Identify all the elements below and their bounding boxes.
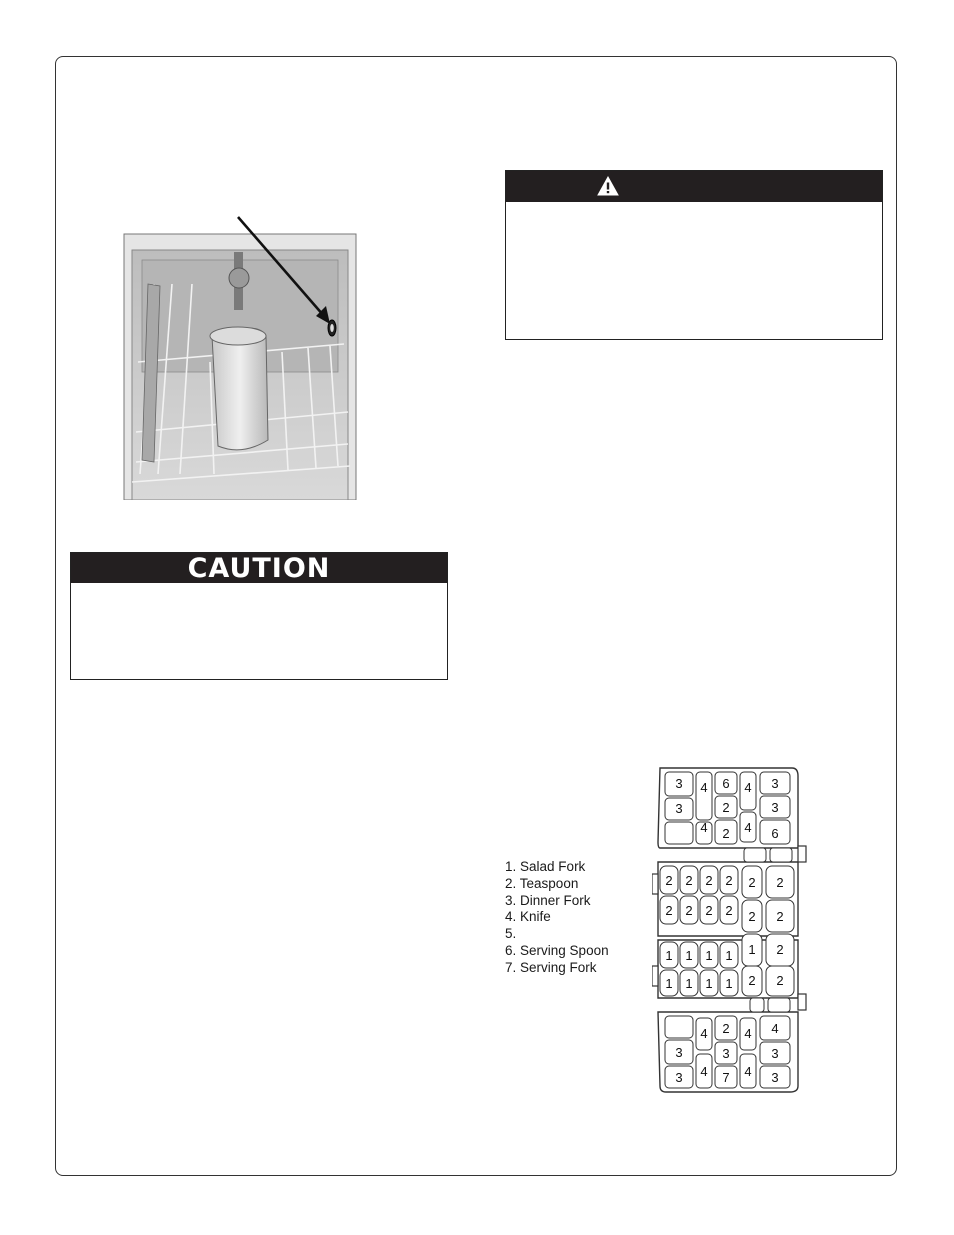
caution-title: CAUTION bbox=[187, 552, 331, 584]
basket-cell-number: 2 bbox=[722, 1021, 730, 1036]
basket-cell-number: 2 bbox=[725, 873, 733, 888]
basket-cell-number: 1 bbox=[665, 976, 673, 991]
basket-cell-number: 3 bbox=[675, 776, 683, 791]
basket-cell-number: 1 bbox=[705, 948, 713, 963]
warning-triangle-icon bbox=[597, 176, 619, 196]
basket-cell-number: 4 bbox=[700, 1026, 708, 1041]
basket-cell-number: 1 bbox=[725, 948, 733, 963]
basket-cell-number: 2 bbox=[748, 875, 756, 890]
basket-cell-number: 2 bbox=[776, 973, 784, 988]
basket-cell-number: 3 bbox=[675, 1070, 683, 1085]
caution-header bbox=[71, 553, 447, 583]
legend-item: 3. Dinner Fork bbox=[505, 892, 591, 908]
basket-cell-number: 2 bbox=[685, 903, 693, 918]
legend-item: 2. Teaspoon bbox=[505, 875, 579, 891]
basket-cell-number: 7 bbox=[722, 1070, 730, 1085]
basket-cell-number: 2 bbox=[665, 873, 673, 888]
basket-cell-number: 1 bbox=[685, 976, 693, 991]
basket-cell-number: 4 bbox=[700, 780, 708, 795]
basket-cell-number: 4 bbox=[744, 780, 752, 795]
warning-header bbox=[506, 171, 882, 202]
basket-cell-number: 4 bbox=[700, 1064, 708, 1079]
caution-box bbox=[70, 552, 448, 680]
basket-cell-number: 2 bbox=[776, 909, 784, 924]
basket-cell-number: 1 bbox=[685, 948, 693, 963]
legend-item: 5. bbox=[505, 926, 517, 942]
basket-cell-number: 2 bbox=[776, 875, 784, 890]
basket-cell-number: 3 bbox=[771, 1070, 779, 1085]
silverware-legend bbox=[505, 859, 609, 977]
legend-item: 7. Serving Fork bbox=[505, 959, 597, 975]
basket-cell-number: 3 bbox=[771, 1046, 779, 1061]
legend-item: 4. Knife bbox=[505, 909, 551, 925]
basket-cell-number: 2 bbox=[705, 873, 713, 888]
basket-cell-number: 4 bbox=[744, 1026, 752, 1041]
basket-cell-number: 3 bbox=[675, 1045, 683, 1060]
basket-cell-number: 6 bbox=[722, 776, 730, 791]
silverware-basket-diagram bbox=[652, 766, 810, 1094]
basket-cell-number: 6 bbox=[771, 826, 779, 841]
legend-item: 1. Salad Fork bbox=[505, 859, 586, 874]
basket-cell-number: 1 bbox=[725, 976, 733, 991]
basket-cell-number: 1 bbox=[665, 948, 673, 963]
basket-cell-number: 3 bbox=[675, 801, 683, 816]
basket-cell-number: 4 bbox=[744, 1064, 752, 1079]
basket-cell-number: 3 bbox=[722, 1046, 730, 1061]
basket-cell-number: 2 bbox=[725, 903, 733, 918]
basket-cell-number: 4 bbox=[744, 820, 752, 835]
basket-cell-number: 1 bbox=[748, 942, 756, 957]
legend-item: 6. Serving Spoon bbox=[505, 942, 609, 958]
basket-cell-number: 4 bbox=[700, 820, 708, 835]
basket-cell-number: 2 bbox=[748, 909, 756, 924]
basket-cell-number: 4 bbox=[771, 1021, 779, 1036]
basket-cell-number: 3 bbox=[771, 800, 779, 815]
basket-cell-number: 2 bbox=[722, 800, 730, 815]
basket-cell-number: 3 bbox=[771, 776, 779, 791]
basket-cell-number: 2 bbox=[776, 942, 784, 957]
basket-cell-number: 2 bbox=[685, 873, 693, 888]
basket-cell-number: 2 bbox=[665, 903, 673, 918]
warning-box bbox=[505, 170, 883, 340]
basket-cell-number: 1 bbox=[705, 976, 713, 991]
basket-cell-number: 2 bbox=[748, 973, 756, 988]
basket-cell-number: 2 bbox=[705, 903, 713, 918]
basket-cell-number: 2 bbox=[722, 826, 730, 841]
dishwasher-illustration bbox=[118, 212, 363, 500]
